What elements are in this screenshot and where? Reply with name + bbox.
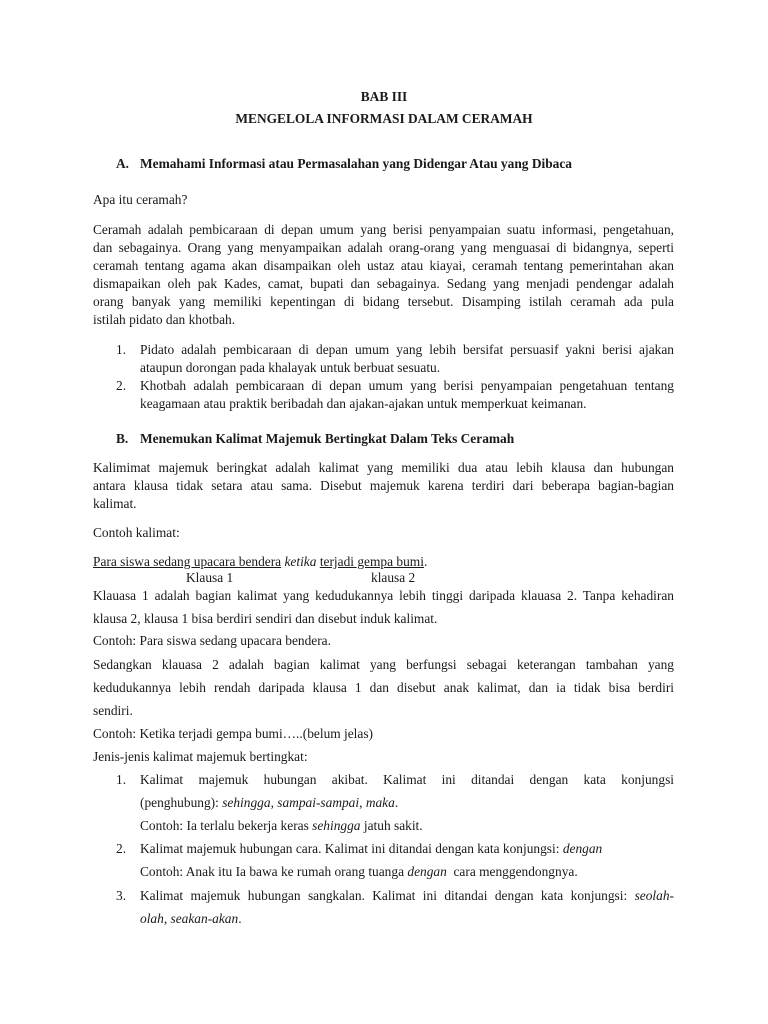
- clause-2-example: Contoh: Ketika terjadi gempa bumi…..(belum jelas): [93, 726, 374, 741]
- keyword: sehingga: [312, 818, 361, 833]
- list-item-line: Pidato adalah pembicaraan di depan umum yang lebih bersifat persuasif yakni berisi ajakan: [140, 342, 674, 357]
- section-b-heading: Menemukan Kalimat Majemuk Bertingkat Dalam Teks Ceramah: [140, 431, 515, 446]
- list-number: 2.: [116, 378, 127, 393]
- paragraph-line: dismapaikan oleh pak Kades, camat, bupati dan sebagainya. Sedang yang menjadi pendengar adalah: [93, 276, 674, 291]
- keyword: olah: [140, 911, 164, 926]
- list-item-line: Khotbah adalah pembicaraan di depan umum yang berisi penyampaian pengetahuan tentang: [140, 378, 674, 393]
- paragraph-line: orang banyak yang memiliki kepentingan di bidang tersebut. Disamping istilah ceramah ada pula: [93, 294, 674, 309]
- list-number: 3.: [116, 888, 127, 903]
- example-label: Contoh kalimat:: [93, 525, 180, 540]
- types-heading: Jenis-jenis kalimat majemuk bertingkat:: [93, 749, 308, 764]
- example-sentence: [93, 555, 427, 568]
- paragraph-line: dan sebagainya. Orang yang menyampaikan adalah orang-orang yang menguasai di bidangnya, seperti: [93, 240, 674, 255]
- list-item-line: ataupun dorongan pada khalayak untuk berbuat sesuatu.: [140, 360, 441, 375]
- sentence-end: .: [423, 554, 428, 569]
- type-2-line: Kalimat majemuk hubungan cara. Kalimat ini ditandai dengan kata konjungsi: dengan: [140, 841, 603, 856]
- keyword: maka: [365, 795, 395, 810]
- list-number: 1.: [116, 342, 127, 357]
- paragraph-line: kedudukannya lebih rendah daripada klausa 1 dan disebut anak kalimat, dan ia tidak bisa berdiri: [93, 680, 674, 695]
- type-1-line: Kalimat majemuk hubungan akibat. Kalimat ini ditandai dengan kata konjungsi: [140, 772, 674, 787]
- list-item-line: keagamaan atau praktik beribadah dan ajakan-ajakan untuk memperkuat keimanan.: [140, 396, 587, 411]
- keyword: sehingga: [222, 795, 271, 810]
- type-1-conjunctions: (penghubung): sehingga, sampai-sampai, maka.: [140, 795, 399, 810]
- paragraph-line: klausa 2, klausa 1 bisa berdiri sendiri dan disebut induk kalimat.: [93, 611, 438, 626]
- list-number: 1.: [116, 772, 127, 787]
- clause-2-label: klausa 2: [371, 570, 416, 585]
- paragraph-line: sendiri.: [93, 703, 133, 718]
- keyword: seolah-: [634, 888, 674, 903]
- clause-1-label: Klausa 1: [186, 570, 234, 585]
- paragraph-line: Kalimimat majemuk beringkat adalah kalimat yang memiliki dua atau lebih klausa dan hubungan: [93, 460, 674, 475]
- section-a-marker: A.: [116, 156, 130, 171]
- keyword: sampai-sampai: [277, 795, 360, 810]
- chapter-title: MENGELOLA INFORMASI DALAM CERAMAH: [235, 111, 533, 126]
- keyword: dengan: [562, 841, 603, 856]
- paragraph-line: Sedangkan klauasa 2 adalah bagian kalimat yang berfungsi sebagai keterangan tambahan yang: [93, 657, 674, 672]
- clause-2: terjadi gempa bumi: [319, 554, 424, 569]
- chapter-label: BAB III: [360, 89, 408, 104]
- paragraph-line: ceramah tentang agama akan disampaikan oleh ustaz atau kiayai, ceramah tentang pemerintahan akan: [93, 258, 674, 273]
- type-2-example: Contoh: Anak itu Ia bawa ke rumah orang tuanga dengan cara menggendongnya.: [140, 864, 578, 879]
- paragraph-line: kalimat.: [93, 496, 137, 511]
- section-b-marker: B.: [116, 431, 129, 446]
- type-3-conjunctions: olah, seakan-akan.: [140, 911, 242, 926]
- type-1-example: Contoh: Ia terlalu bekerja keras sehingga jatuh sakit.: [140, 818, 423, 833]
- paragraph-line: Klauasa 1 adalah bagian kalimat yang kedudukannya lebih tinggi daripada klauasa 2. Tanpa kehadiran: [93, 588, 674, 603]
- clause-1-example: Contoh: Para siswa sedang upacara bendera.: [93, 633, 331, 648]
- type-3-line: Kalimat majemuk hubungan sangkalan. Kalimat ini ditandai dengan kata konjungsi: seolah-: [140, 888, 674, 903]
- conjunction: ketika: [284, 554, 317, 569]
- clause-1: Para siswa sedang upacara bendera: [93, 554, 282, 569]
- question-text: Apa itu ceramah?: [93, 192, 188, 207]
- paragraph-line: istilah pidato dan khotbah.: [93, 312, 236, 327]
- paragraph-line: antara klausa tidak setara atau sama. Disebut majemuk karena terdiri dari beberapa bagian-bagian: [93, 478, 674, 493]
- section-a-heading: Memahami Informasi atau Permasalahan yang Didengar Atau yang Dibaca: [140, 156, 572, 171]
- paragraph-line: Ceramah adalah pembicaraan di depan umum yang berisi penyampaian suatu informasi, pengetahuan,: [93, 222, 674, 237]
- keyword: dengan: [407, 864, 447, 879]
- list-number: 2.: [116, 841, 127, 856]
- keyword: seakan-akan: [170, 911, 239, 926]
